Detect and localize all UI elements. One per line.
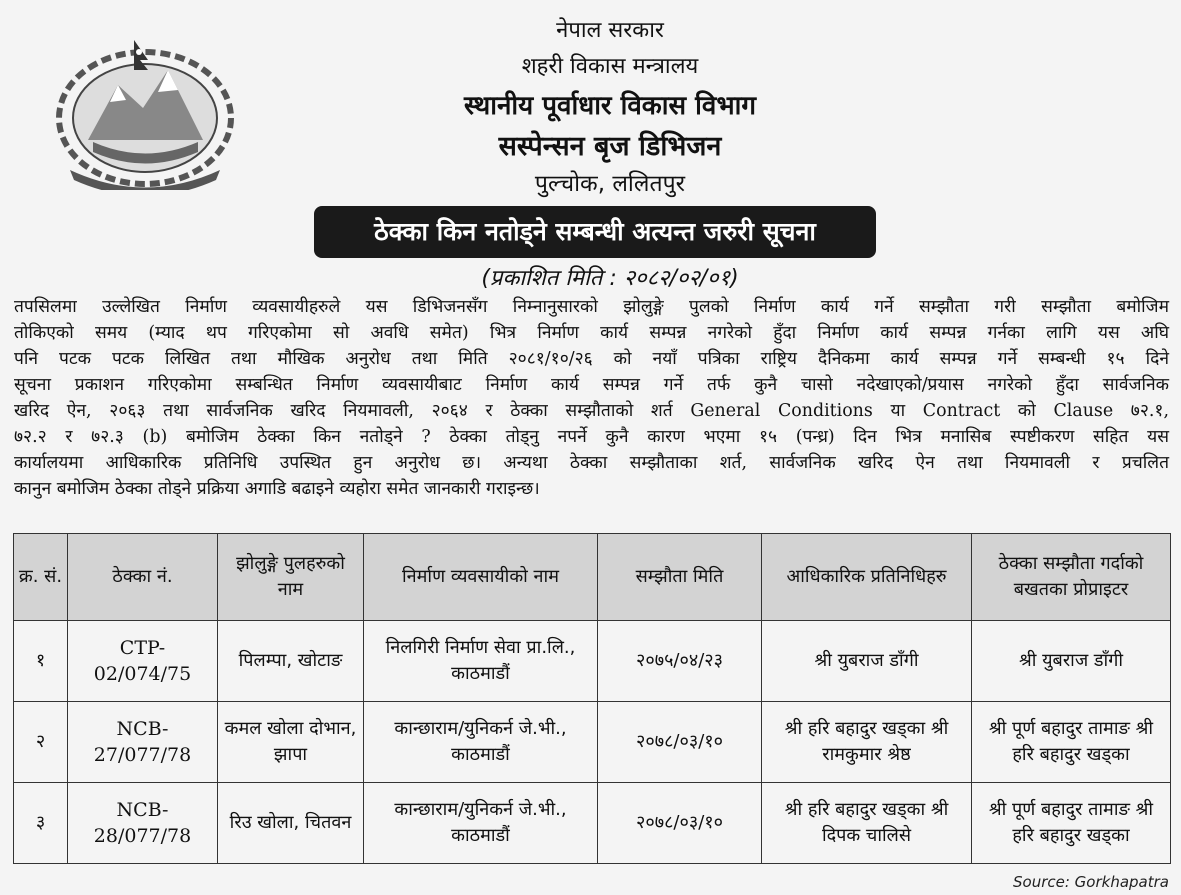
col-serial: क्र. सं. [14, 534, 68, 621]
cell-agreement-date: २०७५/०४/२३ [598, 621, 762, 702]
notice-body [14, 294, 1169, 502]
header-government: नेपाल सरकार [556, 18, 664, 43]
col-bridge: झोलुङ्गे पुलहरुको नाम [218, 534, 364, 621]
cell-proprietor: श्री युबराज डाँगी [972, 621, 1171, 702]
cell-proprietor: श्री पूर्ण बहादुर तामाङ श्री हरि बहादुर खड्का [972, 783, 1171, 864]
header-division: सस्पेन्सन बृज डिभिजन [498, 131, 722, 162]
cell-contract-no: CTP-02/074/75 [68, 621, 218, 702]
body-line: तपसिलमा उल्लेखित निर्माण व्यवसायीहरुले यस डिभिजनसँग निम्नानुसारको झोलुङ्गे पुलको निर्माण कार्य गर्ने सम्झौता गरी सम्झौता बमोजिम [14, 297, 1169, 317]
col-contract-no: ठेक्का नं. [68, 534, 218, 621]
body-line: ७२.२ र ७२.३ (b) बमोजिम ठेक्का किन नतोड्ने ? ठेक्का तोड्नु नपर्ने कुनै कारण भएमा १५ (पन्ध्र) दिन भित्र मनासिब स्पष्टीकरण सहित यस [14, 427, 1169, 447]
cell-representatives: श्री हरि बहादुर खड्का श्री दिपक चालिसे [762, 783, 972, 864]
notice-title: ठेक्का किन नतोड्ने सम्बन्धी अत्यन्त जरुरी सूचना [314, 206, 876, 258]
cell-contract-no: NCB-28/077/78 [68, 783, 218, 864]
col-proprietor: ठेक्का सम्झौता गर्दाको बखतका प्रोप्राइटर [972, 534, 1171, 621]
body-line: तोकिएको समय (म्याद थप गरिएकोमा सो अवधि समेत) भित्र निर्माण कार्य सम्पन्न नगरेको हुँदा निर्माण कार्य सम्पन्न गर्नका लागि यस अघि [14, 323, 1169, 343]
header-department: स्थानीय पूर्वाधार विकास विभाग [464, 91, 756, 121]
cell-representatives: श्री युबराज डाँगी [762, 621, 972, 702]
cell-agreement-date: २०७८/०३/१० [598, 702, 762, 783]
body-line: कार्यालयमा आधिकारिक प्रतिनिधि उपस्थित हुन अनुरोध छ। अन्यथा ठेक्का सम्झौताका शर्त, सार्वजनिक खरिद ऐन तथा नियमावली र प्रचलित [14, 453, 1169, 473]
cell-representatives: श्री हरि बहादुर खड्का श्री रामकुमार श्रेष्ठ [762, 702, 972, 783]
published-date: (प्रकाशित मिति : २०८२/०२/०१) [481, 266, 739, 291]
contract-table [13, 533, 1171, 864]
body-line: कानुन बमोजिम ठेक्का तोड्ने प्रक्रिया अगाडि बढाइने व्यहोरा समेत जानकारी गराइन्छ। [14, 479, 540, 499]
cell-contractor: निलगिरी निर्माण सेवा प्रा.लि., काठमाडौं [364, 621, 598, 702]
cell-bridge: पिलम्पा, खोटाङ [218, 621, 364, 702]
cell-serial: १ [14, 621, 68, 702]
body-line: पनि पटक पटक लिखित तथा मौखिक अनुरोध तथा मिति २०८१/१०/२६ को नयाँ पत्रिका राष्ट्रिय दैनिकमा कार्य सम्पन्न गर्ने सम्बन्धी १५ दिने [14, 349, 1169, 369]
cell-serial: २ [14, 702, 68, 783]
table-row [14, 621, 1171, 702]
cell-bridge: रिउ खोला, चितवन [218, 783, 364, 864]
col-agreement-date: सम्झौता मिति [598, 534, 762, 621]
body-line: खरिद ऐन, २०६३ तथा सार्वजनिक खरिद नियमावली, २०६४ र ठेक्का सम्झौताको शर्त General Conditions या Contract को Clause ७२.१, [14, 401, 1169, 421]
header-address: पुल्चोक, ललितपुर [534, 171, 686, 197]
cell-contract-no: NCB-27/077/78 [68, 702, 218, 783]
source-credit: Source: Gorkhapatra [1013, 873, 1169, 891]
body-line: सूचना प्रकाशन गरिएकोमा सम्बन्धित निर्माण व्यवसायीबाट निर्माण कार्य सम्पन्न गर्ने तर्फ कुनै चासो नदेखाएको/प्रयास नगरेको हुँदा सार्वजनिक [14, 375, 1169, 395]
table-row [14, 702, 1171, 783]
cell-contractor: कान्छाराम/युनिकर्न जे.भी., काठमाडौं [364, 783, 598, 864]
cell-proprietor: श्री पूर्ण बहादुर तामाङ श्री हरि बहादुर खड्का [972, 702, 1171, 783]
table-row [14, 783, 1171, 864]
header-ministry: शहरी विकास मन्त्रालय [521, 54, 699, 79]
table-header-row [14, 534, 1171, 621]
cell-serial: ३ [14, 783, 68, 864]
cell-bridge: कमल खोला दोभान, झापा [218, 702, 364, 783]
cell-contractor: कान्छाराम/युनिकर्न जे.भी., काठमाडौं [364, 702, 598, 783]
col-contractor: निर्माण व्यवसायीको नाम [364, 534, 598, 621]
col-representatives: आधिकारिक प्रतिनिधिहरु [762, 534, 972, 621]
nepal-government-emblem [48, 30, 243, 190]
cell-agreement-date: २०७८/०३/१० [598, 783, 762, 864]
